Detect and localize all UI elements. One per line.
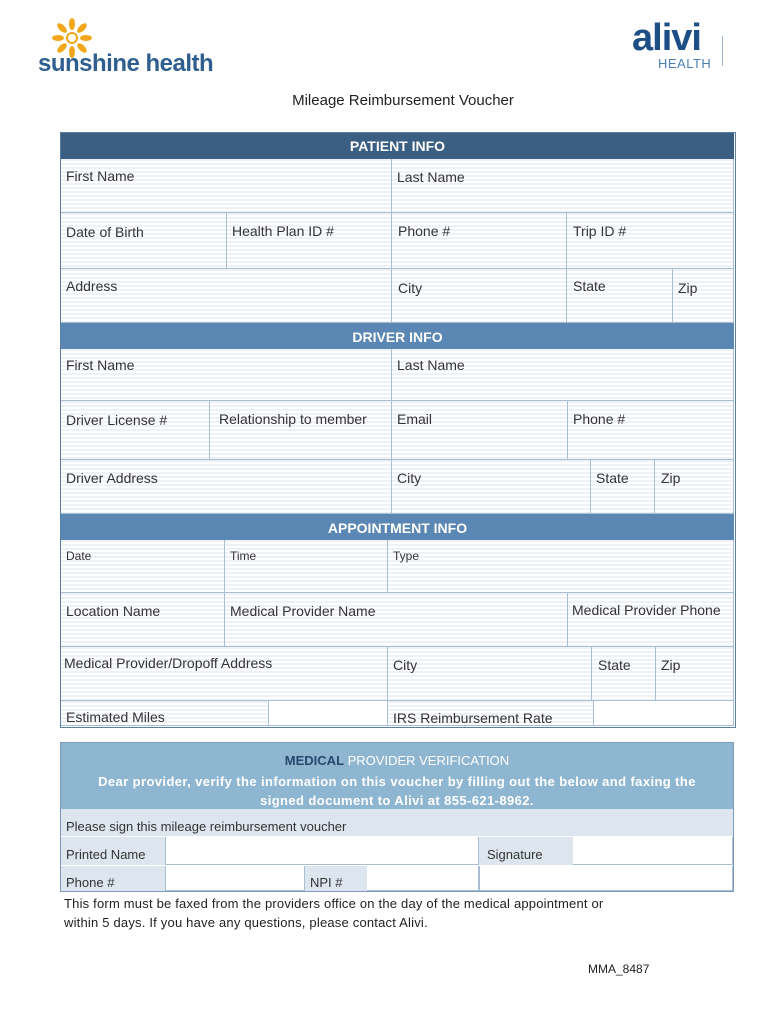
appointment-date-label: Date <box>66 549 92 563</box>
patient-state-label: State <box>573 278 606 294</box>
patient-zip-field[interactable] <box>673 269 734 323</box>
sign-prompt-label: Please sign this mileage reimbursement voucher <box>66 819 347 834</box>
form-code: MMA_8487 <box>588 962 650 976</box>
patient-trip-id-label: Trip ID # <box>573 223 627 239</box>
alivi-health-logo <box>630 18 740 78</box>
sunshine-health-logo <box>38 16 238 76</box>
appointment-state-label: State <box>598 657 631 673</box>
patient-dob-label: Date of Birth <box>66 224 144 240</box>
appointment-city-label: City <box>393 657 418 673</box>
printed-name-label: Printed Name <box>66 847 146 862</box>
provider-name-field[interactable] <box>225 593 568 647</box>
npi-label: NPI # <box>310 875 343 890</box>
note-line-2: within 5 days. If you have any questions, please contact Alivi. <box>64 915 428 930</box>
alivi-health-sub: HEALTH <box>658 56 712 71</box>
patient-first-name-label: First Name <box>66 168 135 184</box>
verification-header <box>61 743 733 809</box>
verification-blank-cell <box>479 866 733 891</box>
appointment-type-field[interactable] <box>388 540 734 593</box>
driver-zip-label: Zip <box>661 470 681 486</box>
signature-field[interactable] <box>573 837 733 865</box>
driver-last-name-label: Last Name <box>397 357 465 373</box>
driver-zip-field[interactable] <box>655 460 734 514</box>
provider-phone-verify-field[interactable] <box>165 866 305 891</box>
patient-plan-id-field[interactable] <box>227 213 392 269</box>
driver-address-label: Driver Address <box>66 470 158 486</box>
logo-divider <box>722 36 723 66</box>
appointment-state-field[interactable] <box>592 647 656 701</box>
patient-phone-field[interactable] <box>392 213 567 269</box>
driver-license-label: Driver License # <box>66 412 168 428</box>
signature-label: Signature <box>487 847 543 862</box>
patient-city-label: City <box>398 280 423 296</box>
page-title: Mileage Reimbursement Voucher <box>292 92 514 109</box>
irs-rate-label: IRS Reimbursement Rate <box>393 710 553 726</box>
driver-info-heading: DRIVER INFO <box>352 329 443 345</box>
driver-phone-field[interactable] <box>568 401 734 460</box>
driver-state-field[interactable] <box>591 460 655 514</box>
printed-name-field[interactable] <box>165 837 479 865</box>
appointment-zip-label: Zip <box>661 657 681 673</box>
irs-rate-field[interactable] <box>594 701 734 726</box>
driver-email-field[interactable] <box>392 401 568 460</box>
verification-heading-rest: PROVIDER VERIFICATION <box>344 753 510 768</box>
provider-name-label: Medical Provider Name <box>230 603 376 619</box>
driver-email-label: Email <box>397 411 433 427</box>
estimated-miles-label: Estimated Miles <box>66 709 165 725</box>
location-name-label: Location Name <box>66 603 161 619</box>
driver-address-field[interactable] <box>61 460 392 514</box>
alivi-wordmark: alivi <box>632 17 701 59</box>
sunshine-health-wordmark: sunshine health <box>38 50 214 77</box>
patient-last-name-field[interactable] <box>392 159 734 213</box>
appointment-type-label: Type <box>393 549 420 563</box>
driver-state-label: State <box>596 470 629 486</box>
appointment-zip-field[interactable] <box>656 647 734 701</box>
driver-relationship-label: Relationship to member <box>219 411 367 427</box>
patient-last-name-label: Last Name <box>397 169 465 185</box>
verification-instructions: Dear provider, verify the information on this voucher by filling out the below and faxing the signed document to Alivi at 855-621-8962. <box>98 774 696 808</box>
patient-city-field[interactable] <box>392 269 567 323</box>
note-line-1: This form must be faxed from the providers office on the day of the medical appointment or <box>64 896 604 911</box>
patient-plan-id-label: Health Plan ID # <box>232 223 334 239</box>
provider-phone-label: Medical Provider Phone <box>572 602 721 618</box>
estimated-miles-field[interactable] <box>269 701 388 726</box>
appointment-info-header <box>61 514 734 540</box>
driver-license-field[interactable] <box>61 401 210 460</box>
patient-dob-field[interactable] <box>61 213 227 269</box>
fax-instructions-note <box>64 894 603 932</box>
patient-zip-label: Zip <box>678 280 698 296</box>
driver-city-field[interactable] <box>392 460 591 514</box>
verification-heading-bold: MEDICAL <box>284 753 345 768</box>
npi-field[interactable] <box>367 866 479 891</box>
verification-heading <box>61 753 733 768</box>
provider-phone-verify-label: Phone # <box>66 875 115 890</box>
appointment-city-field[interactable] <box>388 647 592 701</box>
appointment-date-field[interactable] <box>61 540 225 593</box>
driver-first-name-label: First Name <box>66 357 135 373</box>
patient-address-label: Address <box>66 278 118 294</box>
appointment-time-label: Time <box>230 549 257 563</box>
driver-info-header <box>61 323 734 349</box>
driver-relationship-field[interactable] <box>210 401 392 460</box>
patient-trip-id-field[interactable] <box>567 213 734 269</box>
patient-info-heading: PATIENT INFO <box>349 138 446 154</box>
appointment-time-field[interactable] <box>225 540 388 593</box>
appointment-info-heading: APPOINTMENT INFO <box>327 520 468 536</box>
provider-address-label: Medical Provider/Dropoff Address <box>64 655 273 671</box>
location-name-field[interactable] <box>61 593 225 647</box>
driver-phone-label: Phone # <box>573 411 626 427</box>
patient-phone-label: Phone # <box>398 223 451 239</box>
driver-city-label: City <box>397 470 422 486</box>
patient-info-header <box>61 133 734 159</box>
